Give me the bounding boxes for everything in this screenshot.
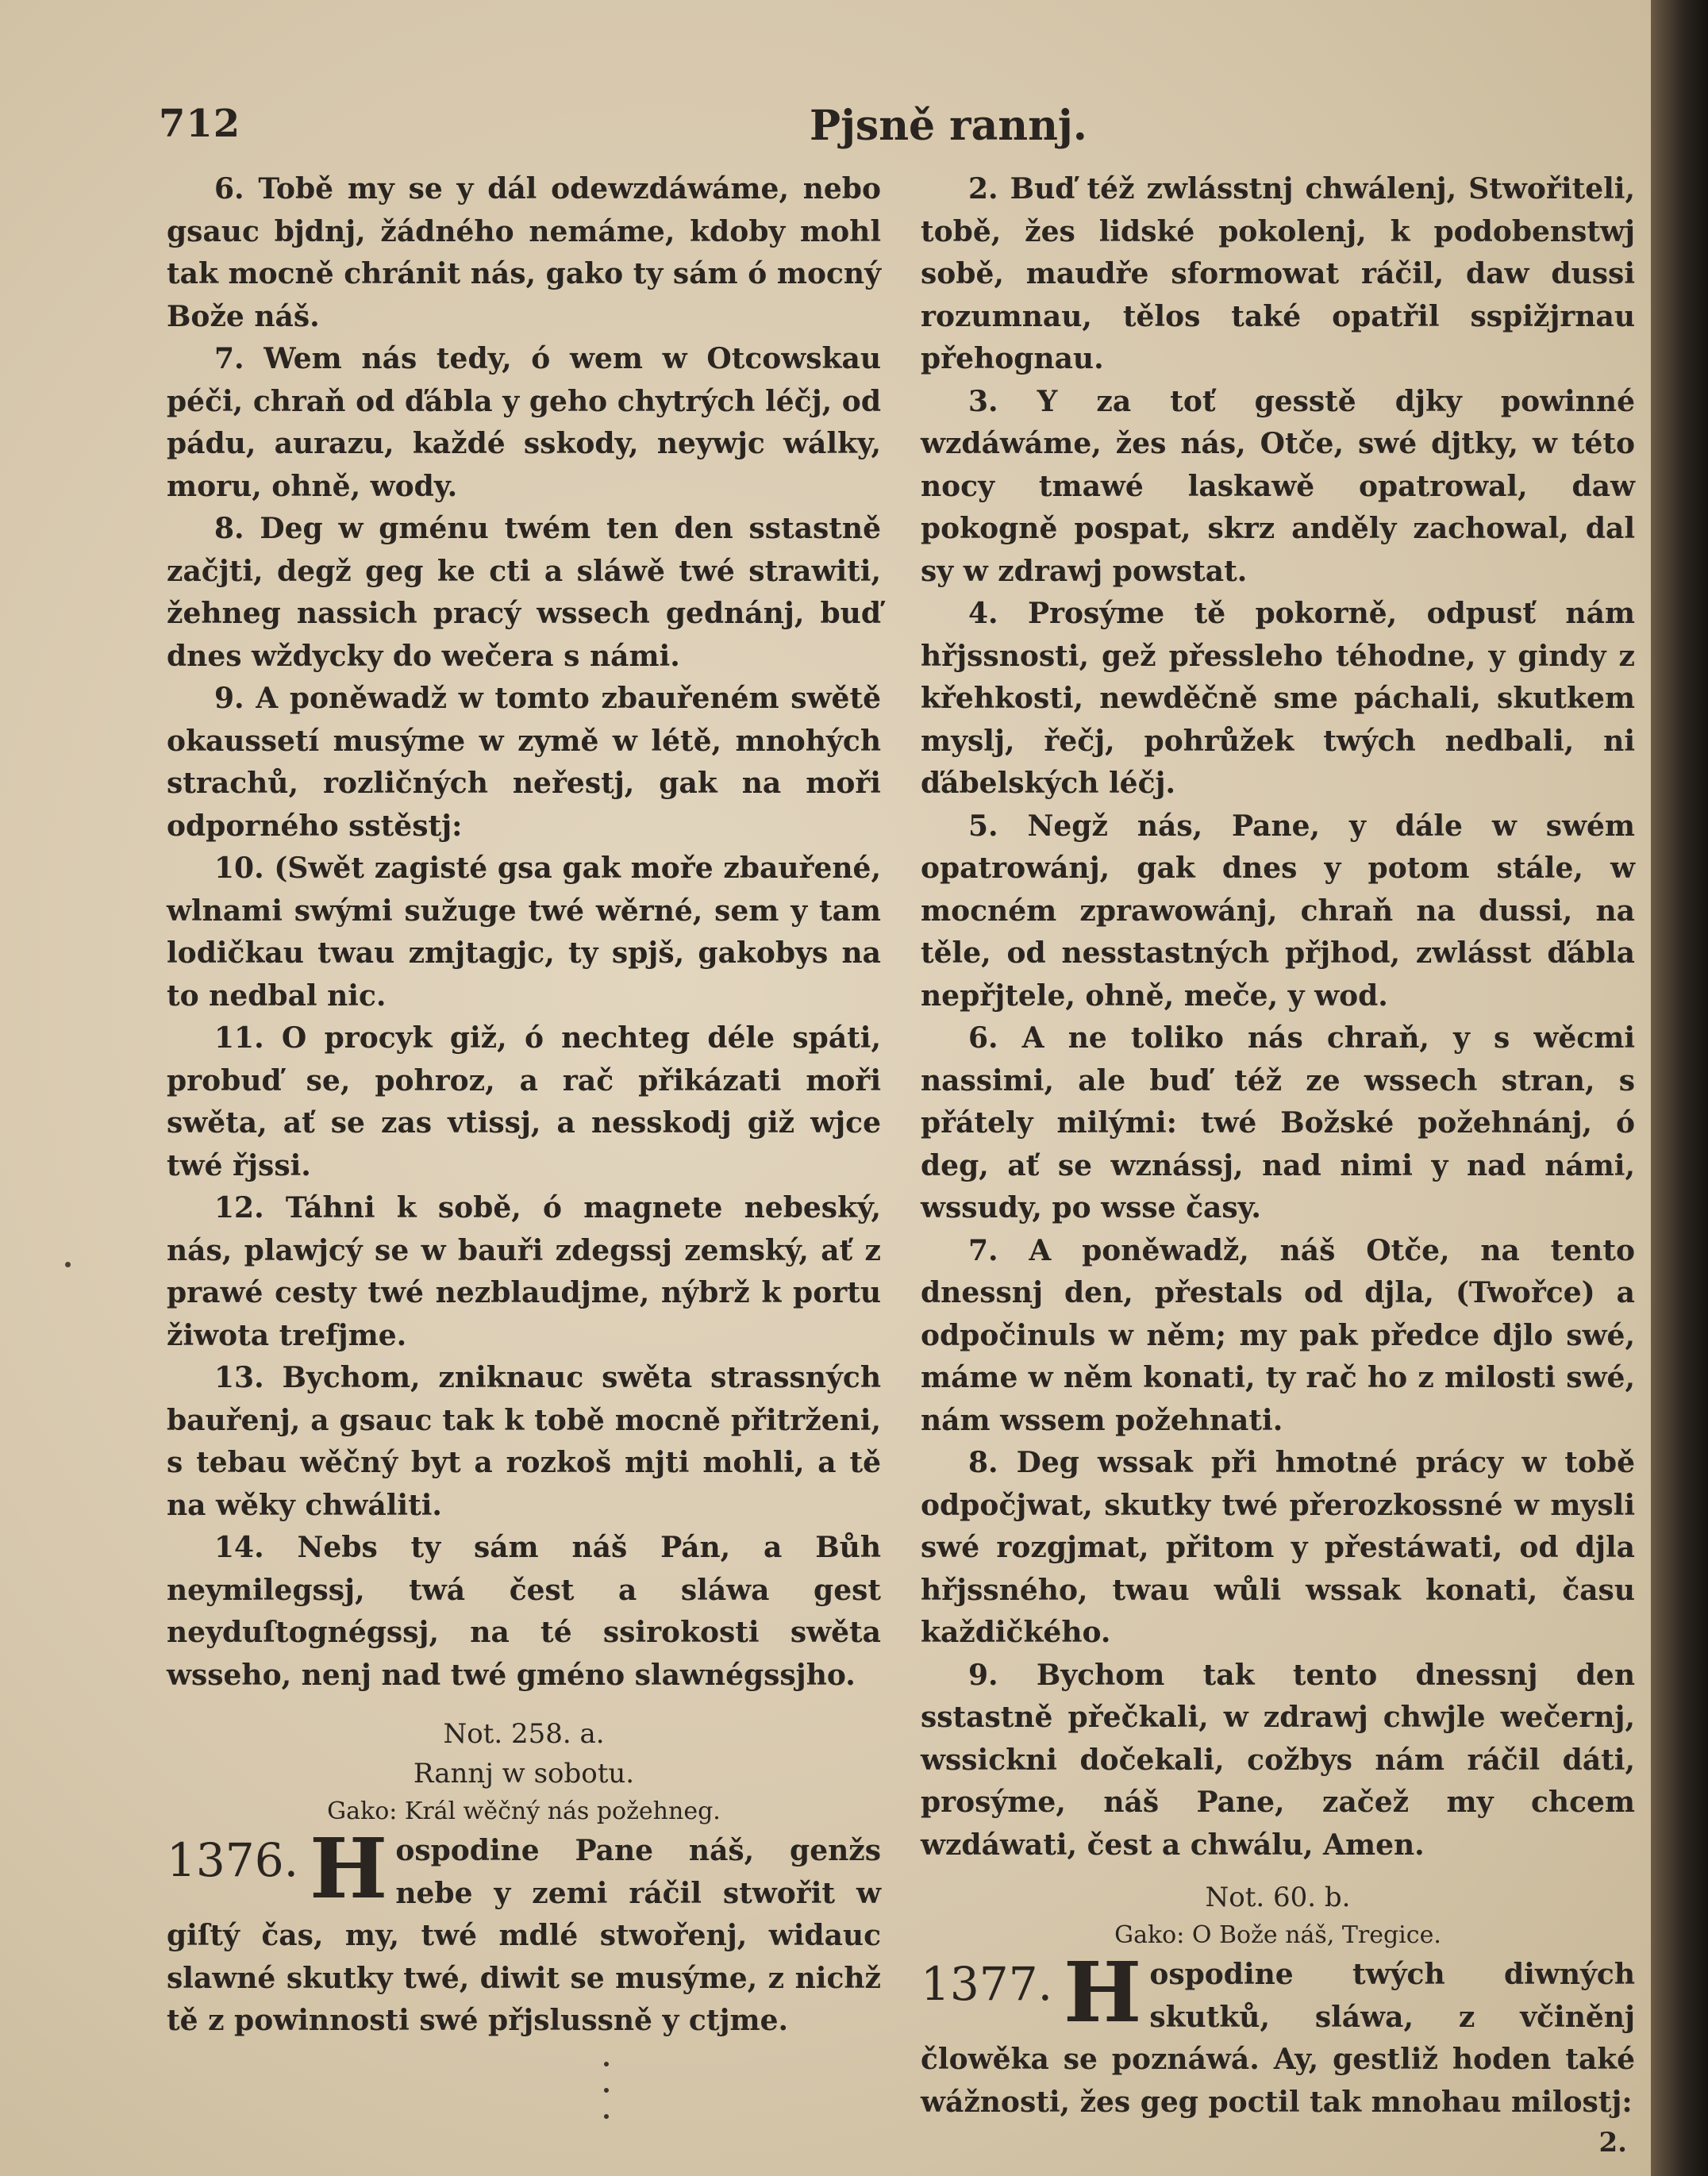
stanza: 6. A ne toliko nás chraň, y s wěcmi nassimi, ale buď též ze wssech stran, s přátely milými: twé Božské požehnánj, ó deg, ať se wznássj, nad nimi y nad námi, wssudy, po wsse časy. — [921, 1021, 1635, 1224]
ornament-dots — [603, 2062, 610, 2119]
catchword: 2. — [1598, 2127, 1627, 2159]
hymn-note: Not. 60. b. — [1205, 1882, 1351, 1913]
stanza: 13. Bychom, zniknauc swěta strassných bauřenj, a gsauc tak k tobě mocně přitrženi, s tebau wěčný byt a rozkoš mjti mohli, a tě na wěky chwáliti. — [167, 1361, 881, 1522]
hymn-text: ospodine Pane náš, genžs nebe y zemi ráčil stwořit w giſtý čas, my, twé mdlé stwořenj, widauc slawné skutky twé, diwit se musýme, z nichž tě z powinnosti swé přjslussně y ctjme. — [167, 1834, 881, 2037]
hymn-number: 1376. — [167, 1833, 299, 1887]
stanza: 2. Buď též zwlásstnj chwálenj, Stwořiteli, tobě, žes lidské pokolenj, k podobenstwj sobě, maudře sformowat ráčil, daw dussi rozumnau, tělos také opatřil sspižjrnau přehognau. — [921, 172, 1635, 375]
dot — [604, 2088, 609, 2093]
hymn-tune: Gako: Král wěčný nás požehneg. — [327, 1797, 721, 1825]
hymn-tune: Gako: O Bože náš, Tregice. — [1114, 1921, 1441, 1949]
stanza: 8. Deg w gménu twém ten den sstastně začjti, degž geg ke cti a sláwě twé strawiti, žehneg nassich pracý wssech gednánj, buď dnes wždycky do wečera s námi. — [167, 512, 881, 673]
paper-speck — [65, 1262, 71, 1267]
hymn-text: ospodine twých diwných skutků, sláwa, z včiněnj člowěka se poznáwá. Ay, gestliž hoden také wážnosti, žes geg poctil tak mnohau milostj: — [921, 1958, 1635, 2119]
stanza: 11. O procyk giž, ó nechteg déle spáti, probuď se, pohroz, a rač přikázati moři swěta, ať se zas vtissj, a nesskodj giž wjce twé řjssi. — [167, 1021, 881, 1182]
page-number: 712 — [159, 102, 241, 146]
stanza: 7. Wem nás tedy, ó wem w Otcowskau péči, chraň od ďábla y geho chytrých léčj, od pádu, aurazu, každé sskody, neywjc wálky, moru, ohně, wody. — [167, 342, 881, 503]
drop-cap-initial: H — [1064, 1943, 1142, 2041]
hymn-number: 1377. — [921, 1957, 1053, 2011]
running-head — [0, 102, 1651, 157]
stanza: 10. (Swět zagisté gsa gak moře zbauřené, wlnami swými sužuge twé wěrné, sem y tam lodičkau twau zmjtagjc, ty spjš, gakobys na to nedbal nic. — [167, 852, 881, 1013]
stanza: 9. Bychom tak tento dnessnj den sstastně přečkali, w zdrawj chwjle wečernj, wssickni dočekali, cožbys nám ráčil dáti, prosýme, náš Pane, začež my chcem wzdáwati, čest a chwálu, Amen. — [921, 1658, 1635, 1862]
stanza: 6. Tobě my se y dál odewzdáwáme, nebo gsauc bjdnj, žádného nemáme, kdoby mohl tak mocně chránit nás, gako ty sám ó mocný Bože náš. — [167, 172, 881, 333]
hymn-1377 — [921, 1943, 1635, 2124]
page-title: Pjsně rannj. — [810, 102, 1087, 150]
hymn-1376 — [167, 1820, 881, 2043]
hymn-note: Not. 258. a. — [443, 1718, 605, 1750]
left-column — [167, 168, 881, 2043]
dot — [604, 2114, 609, 2119]
drop-cap-initial: H — [310, 1820, 388, 1917]
stanza: 8. Deg wssak při hmotné prácy w tobě odpočjwat, skutky twé přerozkossné w mysli swé rozgjmat, přitom y přestáwati, od djla hřjssného, twau wůli wssak konati, času každičkého. — [921, 1446, 1635, 1649]
stanza: 14. Nebs ty sám náš Pán, a Bůh neymilegssj, twá čest a sláwa gest neyduſtognégssj, na té ssirokosti swěta wsseho, nenj nad twé gméno slawnégssjho. — [167, 1531, 881, 1692]
book-gutter-shadow — [1651, 0, 1708, 2176]
hymn-section-title: Rannj w sobotu. — [413, 1758, 635, 1790]
dot — [604, 2062, 609, 2066]
stanza: 12. Táhni k sobě, ó magnete nebeský, nás, plawjcý se w bauři zdegssj zemský, ať z prawé cesty twé nezblaudjme, nýbrž k portu žiwota trefjme. — [167, 1191, 881, 1352]
stanza: 7. A poněwadž, náš Otče, na tento dnessnj den, přestals od djla, (Twořce) a odpočinuls w něm; my pak předce djlo swé, máme w něm konati, ty rač ho z milosti swé, nám wssem požehnati. — [921, 1233, 1635, 1437]
stanza: 9. A poněwadž w tomto zbauřeném swětě okaussetí musýme w zymě w létě, mnohých strachů, rozličných neřestj, gak na moři odporného sstěstj: — [167, 682, 881, 843]
stanza: 3. Y za toť gesstě djky powinné wzdáwáme, žes nás, Otče, swé djtky, w této nocy tmawé laskawě opatrowal, daw pokogně pospat, skrz anděly zachowal, dal sy w zdrawj powstat. — [921, 384, 1635, 588]
stanza: 5. Negž nás, Pane, y dále w swém opatrowánj, gak dnes y potom stále, w mocném zprawowánj, chraň na dussi, na těle, od nesstastných přjhod, zwlásst ďábla nepřjtele, ohně, meče, y wod. — [921, 809, 1635, 1013]
stanza: 4. Prosýme tě pokorně, odpusť nám hřjssnosti, gež přessleho téhodne, y gindy z křehkosti, newděčně sme páchali, skutkem myslj, řečj, pohrůžek twých nedbali, ni ďábelských léčj. — [921, 597, 1635, 800]
right-column — [921, 168, 1635, 2159]
